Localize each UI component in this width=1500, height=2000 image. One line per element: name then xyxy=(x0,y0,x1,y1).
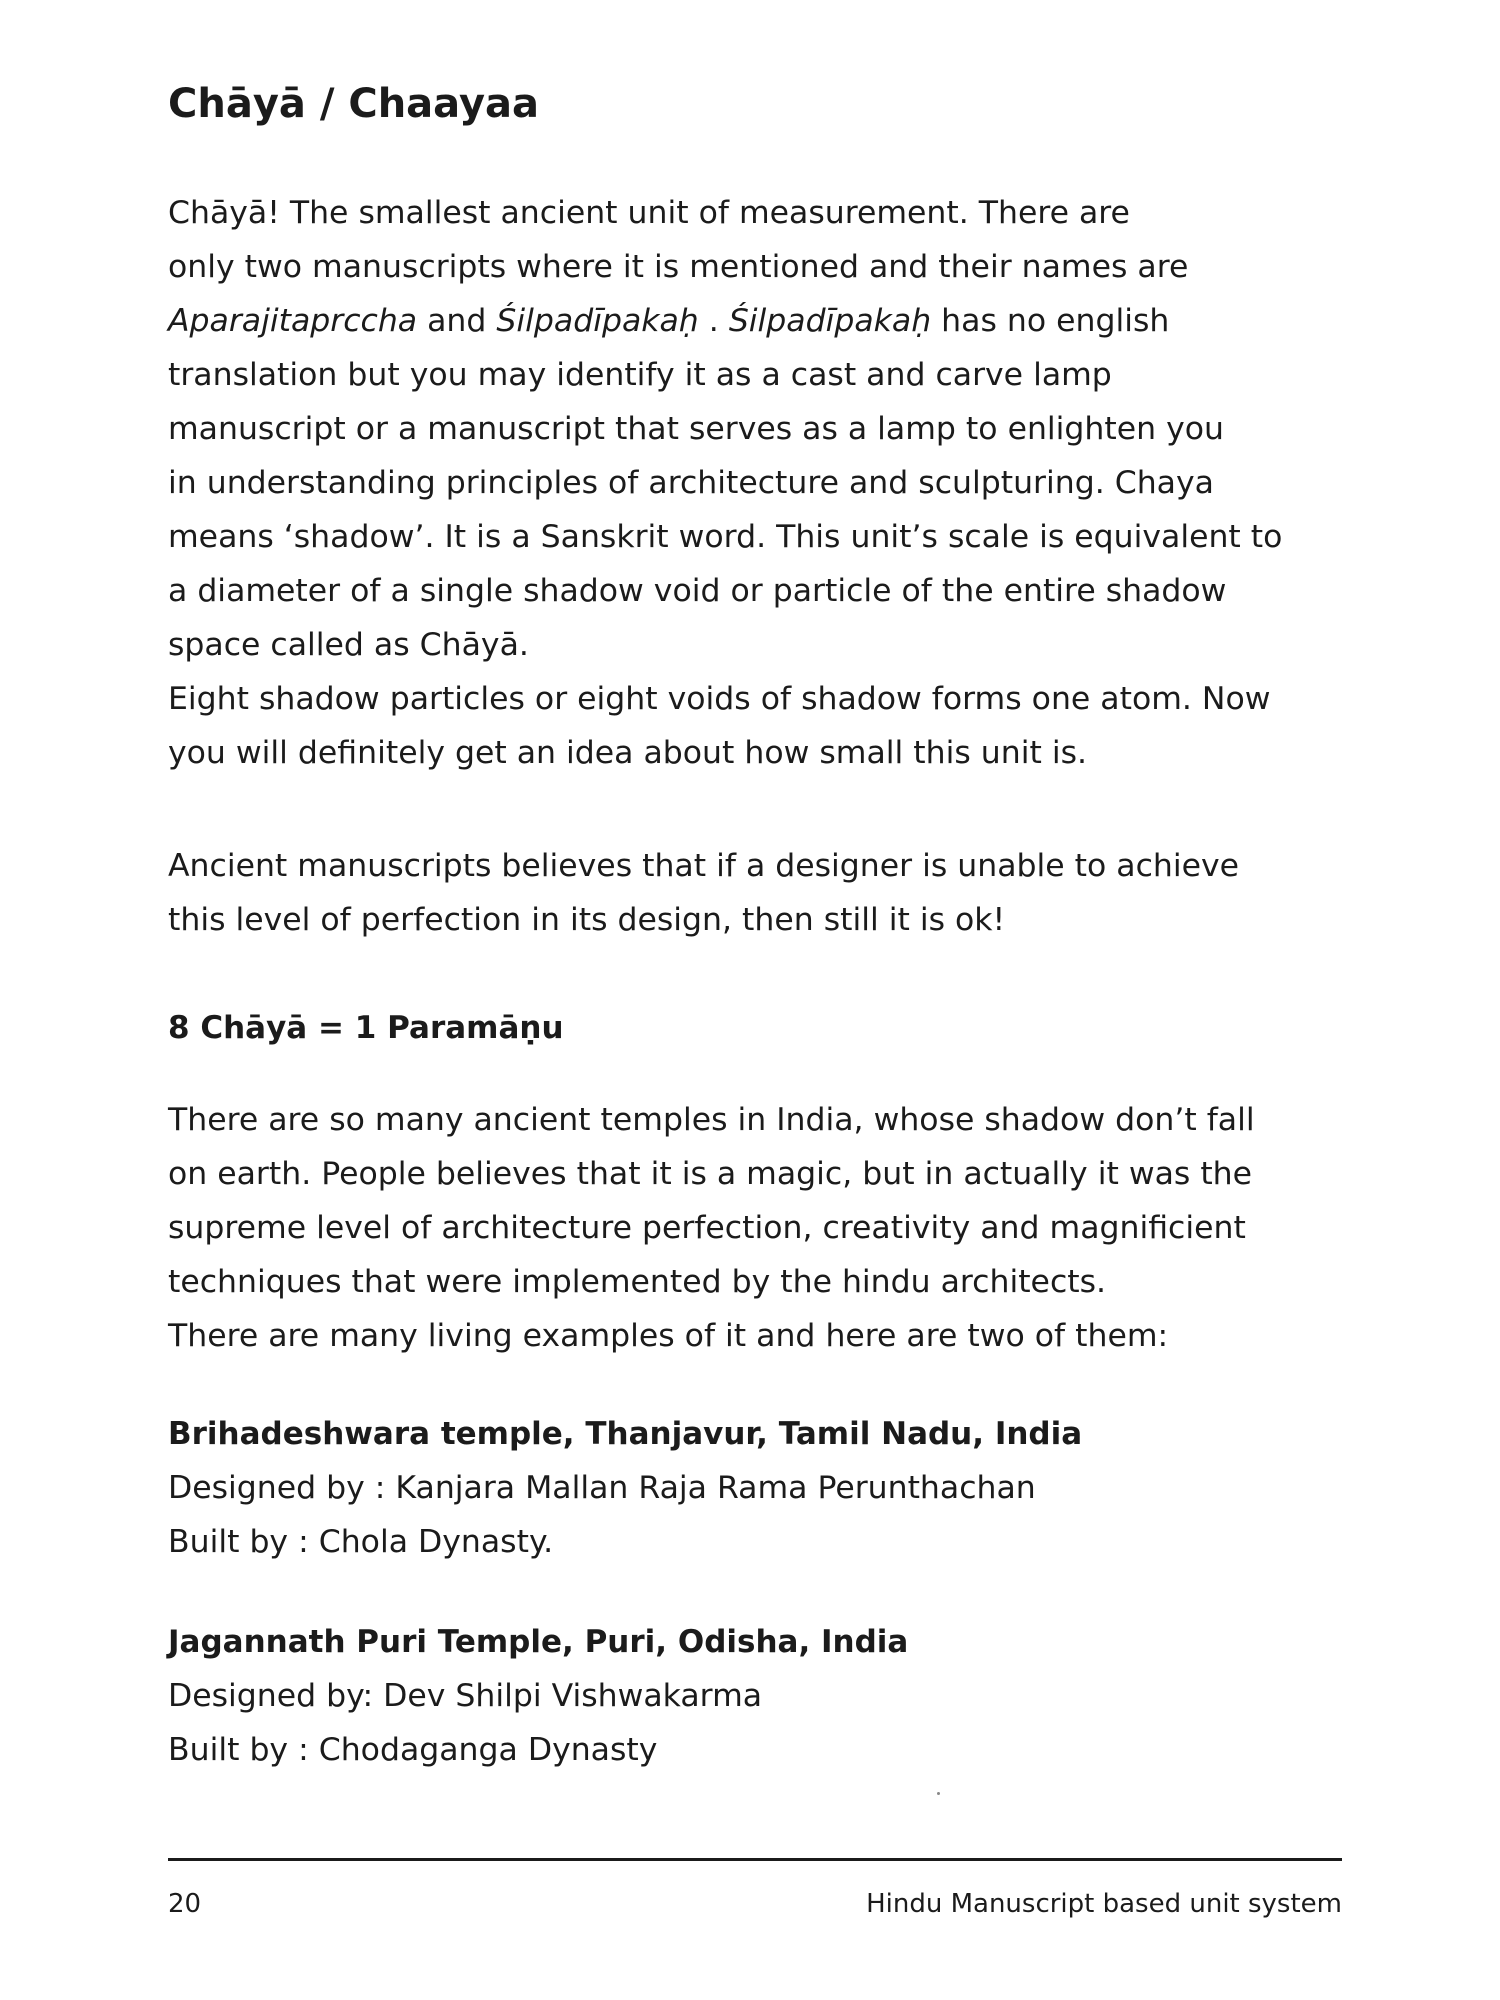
text-line: on earth. People believes that it is a magic, but in actually it was the xyxy=(168,1156,1253,1192)
unit-equation: 8 Chāyā = 1 Paramāṇu xyxy=(168,1010,564,1046)
temple-builder: Built by : Chodaganga Dynasty xyxy=(168,1732,658,1768)
text-line: this level of perfection in its design, then still it is ok! xyxy=(168,902,1006,938)
page-number: 20 xyxy=(168,1889,202,1919)
text-line: translation but you may identify it as a cast and carve lamp xyxy=(168,357,1112,393)
temple-name: Jagannath Puri Temple, Puri, Odisha, India xyxy=(168,1624,909,1660)
text-line: only two manuscripts where it is mentioned and their names are xyxy=(168,249,1189,285)
text-line: Chāyā! The smallest ancient unit of measurement. There are xyxy=(168,195,1130,231)
running-title: Hindu Manuscript based unit system xyxy=(866,1889,1342,1919)
text-line: techniques that were implemented by the hindu architects. xyxy=(168,1264,1107,1300)
manuscripts-line xyxy=(168,294,1282,348)
text-fragment: has no english xyxy=(931,303,1170,339)
temple-name: Brihadeshwara temple, Thanjavur, Tamil Nadu, India xyxy=(168,1416,1083,1452)
text-line: There are many living examples of it and here are two of them: xyxy=(168,1318,1169,1354)
temples-intro-paragraph xyxy=(168,1093,1255,1363)
temple-entry-brihadeshwara xyxy=(168,1407,1082,1569)
text-line: means ‘shadow’. It is a Sanskrit word. This unit’s scale is equivalent to xyxy=(168,519,1283,555)
text-line: manuscript or a manuscript that serves as a lamp to enlighten you xyxy=(168,411,1224,447)
text-line: you will definitely get an idea about how small this unit is. xyxy=(168,735,1087,771)
temple-builder: Built by : Chola Dynasty. xyxy=(168,1524,554,1560)
temple-designer: Designed by : Kanjara Mallan Raja Rama Perunthachan xyxy=(168,1470,1036,1506)
perfection-paragraph xyxy=(168,839,1239,947)
footer-divider xyxy=(168,1858,1342,1861)
text-line: space called as Chāyā. xyxy=(168,627,529,663)
print-speck xyxy=(937,1792,940,1795)
conjunction: and xyxy=(417,303,497,339)
manuscript-name: Śilpadīpakaḥ xyxy=(728,303,932,339)
page-title: Chāyā / Chaayaa xyxy=(168,81,539,127)
intro-paragraph xyxy=(168,186,1282,780)
text-line: supreme level of architecture perfection, creativity and magnificient xyxy=(168,1210,1246,1246)
text-line: in understanding principles of architecture and sculpturing. Chaya xyxy=(168,465,1214,501)
manuscript-name: Śilpadīpakaḥ xyxy=(496,303,699,339)
text-line: Eight shadow particles or eight voids of shadow forms one atom. Now xyxy=(168,681,1271,717)
temple-entry-jagannath xyxy=(168,1615,908,1777)
separator: . xyxy=(698,303,729,339)
text-line: a diameter of a single shadow void or particle of the entire shadow xyxy=(168,573,1227,609)
text-line: There are so many ancient temples in India, whose shadow don’t fall xyxy=(168,1102,1255,1138)
temple-designer: Designed by: Dev Shilpi Vishwakarma xyxy=(168,1678,763,1714)
text-line: Ancient manuscripts believes that if a designer is unable to achieve xyxy=(168,848,1240,884)
manuscript-name: Aparajitaprccha xyxy=(168,303,418,339)
